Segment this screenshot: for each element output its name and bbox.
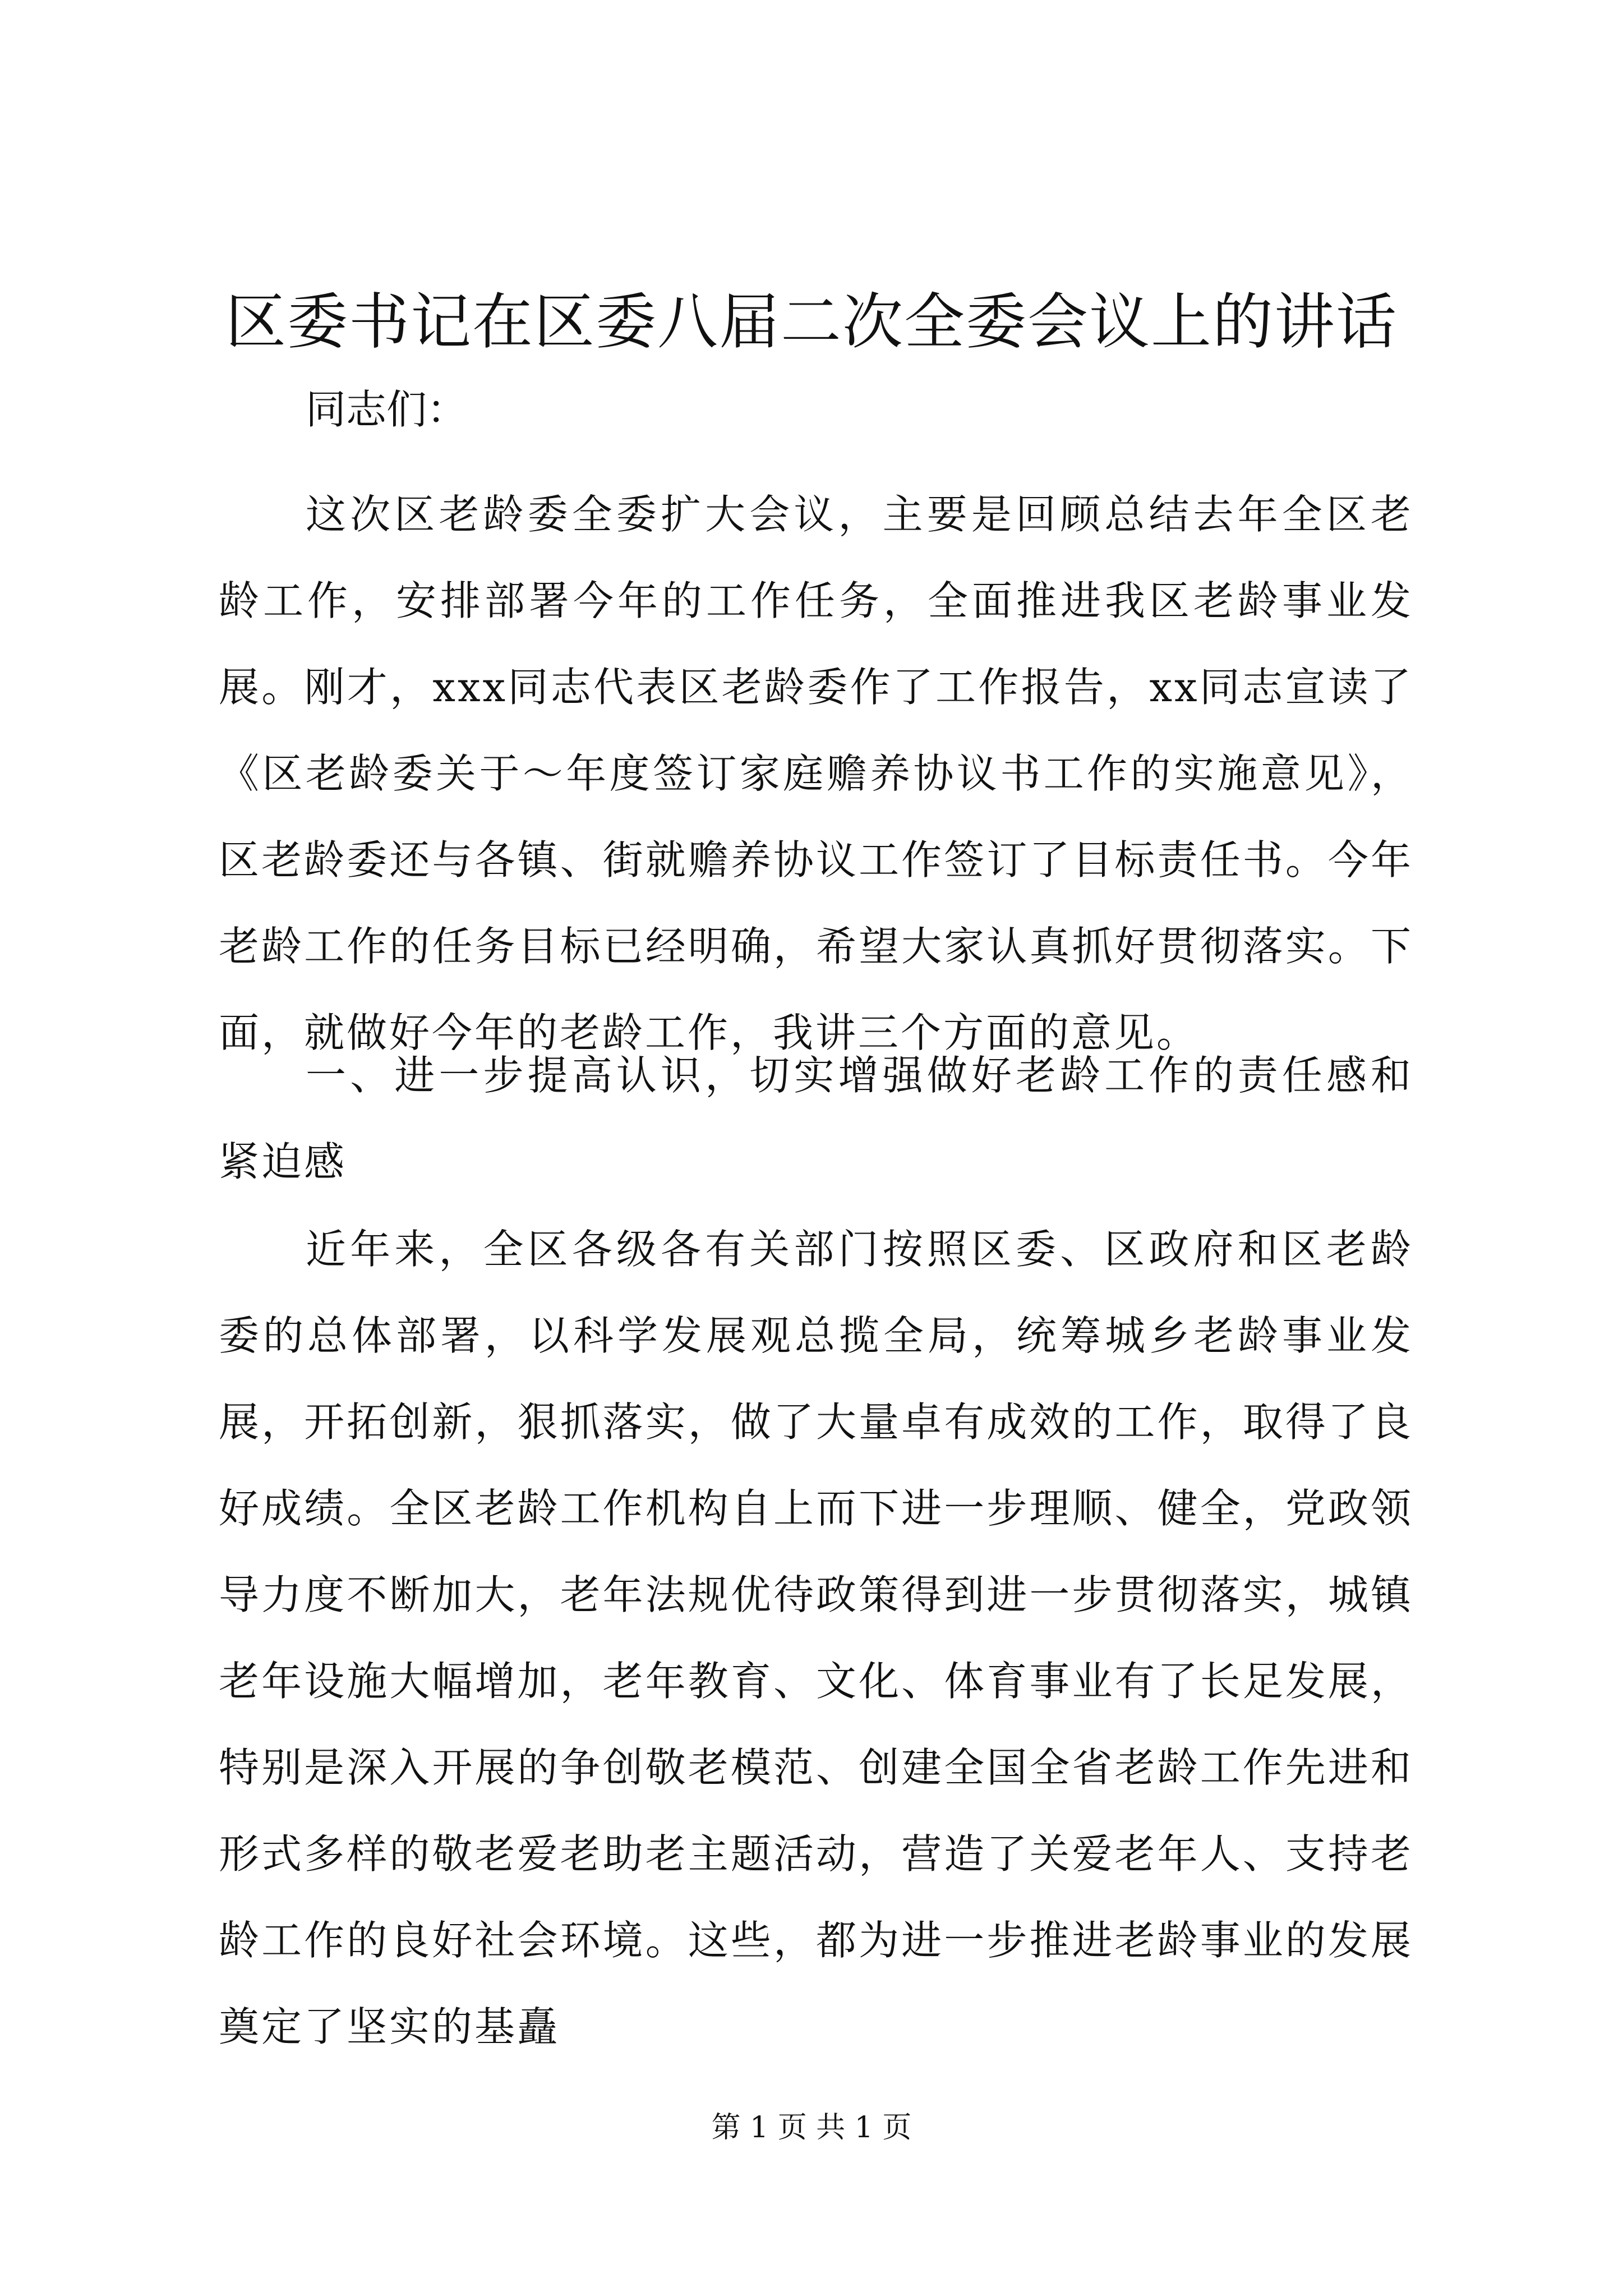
- paragraph-achievements: 近年来，全区各级各有关部门按照区委、区政府和区老龄委的总体部署，以科学发展观总揽全局，统筹城乡老龄事业发展，开拓创新，狠抓落实，做了大量卓有成效的工作，取得了良好成绩。全区老龄工作机构自上而下进一步理顺、健全，党政领导力度不断加大，老年法规优待政策得到进一步贯彻落实，城镇老年设施大幅增加，老年教育、文化、体育事业有了长足发展，特别是深入开展的争创敬老模范、创建全国全省老龄工作先进和形式多样的敬老爱老助老主题活动，营造了关爱老年人、支持老龄工作的良好社会环境。这些，都为进一步推进老龄事业的发展奠定了坚实的基矗: [219, 1226, 1413, 2050]
- page-number-footer: 第 1 页 共 1 页: [711, 2111, 912, 2145]
- section-heading-1: 一、进一步提高认识，切实增强做好老龄工作的责任感和紧迫感: [219, 1052, 1413, 1185]
- document-title: 区委书记在区委八届二次全委会议上的讲话: [225, 287, 1398, 357]
- paragraph-intro: 这次区老龄委全委扩大会议，主要是回顾总结去年全区老龄工作，安排部署今年的工作任务，全面推进我区老龄事业发展。刚才，xxx同志代表区老龄委作了工作报告，xx同志宣读了《区老龄委关于～年度签订家庭赡养协议书工作的实施意见》，区老龄委还与各镇、街就赡养协议工作签订了目标责任书。今年老龄工作的任务目标已经明确，希望大家认真抓好贯彻落实。下面，就做好今年的老龄工作，我讲三个方面的意见。: [219, 491, 1413, 1056]
- salutation: 同志们：: [306, 386, 468, 433]
